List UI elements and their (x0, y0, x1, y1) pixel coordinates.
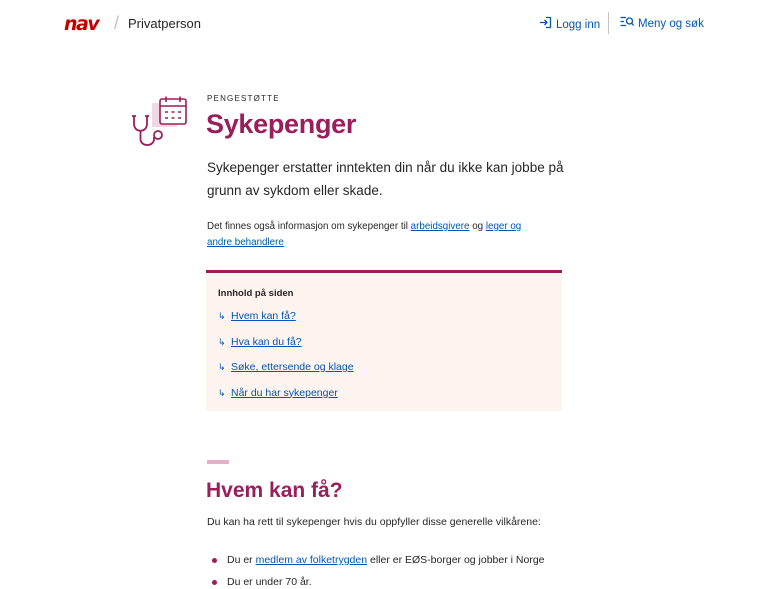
bullet1-suffix: eller er EØS-borger og jobber i Norge (367, 554, 545, 566)
toc-item (218, 309, 354, 335)
list-item (212, 575, 545, 589)
employers-link[interactable]: arbeidsgivere (410, 221, 470, 232)
return-arrow-icon: ↳ (218, 336, 226, 347)
toc-item (218, 360, 354, 386)
toc-link-soke[interactable]: Søke, ettersende og klage (231, 361, 354, 373)
menu-label: Meny og søk (638, 18, 704, 30)
bullet1-prefix: Du er (227, 554, 256, 566)
related-info-prefix: Det finnes også informasjon om sykepenger til (207, 221, 411, 232)
header-divider (608, 12, 609, 34)
toc-list (218, 309, 354, 411)
page-category: PENGESTØTTE (207, 94, 280, 103)
list-item (212, 553, 545, 575)
return-arrow-icon: ↳ (218, 387, 226, 398)
nav-logo[interactable]: nav (64, 13, 99, 35)
bullet2-text: Du er under 70 år. (227, 576, 312, 588)
return-arrow-icon: ↳ (218, 311, 226, 321)
page-title: Sykepenger (206, 109, 357, 139)
toc-link-hvem-kan-fa[interactable]: Hvem kan få? (231, 310, 296, 322)
toc-link-hva-kan-du-fa[interactable]: Hva kan du få? (231, 335, 302, 348)
login-button[interactable] (539, 16, 600, 34)
toc-link-nar-du-har[interactable]: Når du har sykepenger (231, 386, 338, 399)
section-marker (207, 460, 229, 464)
header-separator: / (114, 13, 120, 33)
toc-item (218, 335, 354, 361)
menu-search-icon (620, 16, 634, 33)
toc-title: Innhold på siden (218, 288, 294, 299)
page-ingress: Sykepenger erstatter inntekten din når du ikke kan jobbe på grunn av sykdom eller skade. (207, 160, 564, 198)
related-info-text (207, 219, 537, 251)
related-info-middle: og (469, 221, 486, 232)
stethoscope-calendar-icon (130, 95, 190, 153)
membership-link[interactable]: medlem av folketrygden (255, 554, 368, 566)
section-title: Hvem kan få? (206, 479, 343, 502)
login-arrow-icon (539, 16, 552, 34)
site-header (0, 0, 768, 46)
audience-label[interactable]: Privatperson (128, 16, 201, 31)
section-intro: Du kan ha rett til sykepenger hvis du oppfyller disse generelle vilkårene: (207, 516, 541, 528)
toc-item (218, 386, 354, 412)
table-of-contents (206, 270, 562, 411)
menu-search-button[interactable] (620, 16, 704, 33)
return-arrow-icon: ↳ (218, 362, 226, 372)
login-label: Logg inn (556, 18, 601, 31)
doctors-link[interactable]: leger og andre behandlere (207, 221, 522, 248)
eligibility-list (212, 553, 545, 589)
